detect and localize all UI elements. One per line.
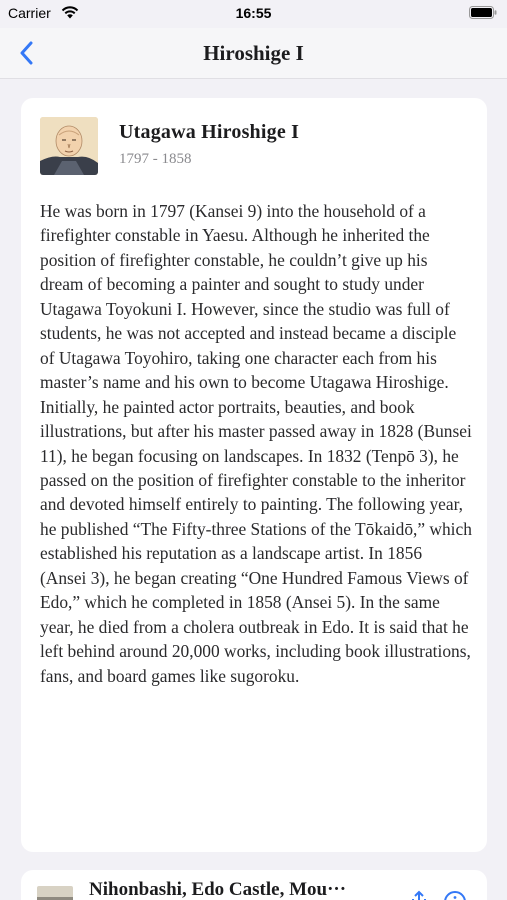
artist-portrait [40, 117, 98, 175]
portrait-image [40, 117, 98, 175]
artist-biography: He was born in 1797 (Kansei 9) into the household of a firefighter constable in Yaesu. Although he inherited the position of firefighter constable, he couldn’t give up his dream of becoming a painter and sought to study under Utagawa Toyokuni I. However, since the studio was full of students, he was not accepted and instead became a disciple of Utagawa Toyohiro, taking one character each from his master’s name and his own to become Utagawa Hiroshige. Initially, he painted actor portraits, beauties, and book illustrations, but after his master passed away in 1828 (Bunsei 11), he began focusing on landscapes. In 1832 (Tenpō 3), he passed on the position of firefighter constable to the inheritor and devoted himself entirely to painting. The following year, he published “The Fifty-three Stations of the Tōkaidō,” which established his reputation as a landscape artist. In 1856 (Ansei 3), he began creating “One Hundred Famous Views of Edo,” which he completed in 1858 (Ansei 5). In the same year, he died from a cholera outbreak in Edo. It is said that he left behind around 20,000 works, including book illustrations, fans, and board games like sugoroku. [40, 201, 472, 686]
page-title: Hiroshige I [203, 41, 304, 65]
battery-icon [469, 6, 497, 19]
carrier-label: Carrier [8, 5, 51, 21]
info-icon[interactable] [443, 890, 467, 900]
artwork-list-item[interactable] [21, 870, 487, 900]
artwork-thumbnail [37, 886, 73, 900]
artwork-title: Nihonbashi, Edo Castle, Mou··· [89, 879, 347, 900]
share-icon[interactable] [409, 890, 429, 900]
artist-years: 1797 - 1858 [119, 151, 192, 167]
status-bar [0, 0, 507, 28]
artist-card [21, 98, 487, 852]
clock: 16:55 [235, 5, 272, 21]
navigation-bar [0, 28, 507, 79]
artist-name: Utagawa Hiroshige I [119, 121, 300, 143]
